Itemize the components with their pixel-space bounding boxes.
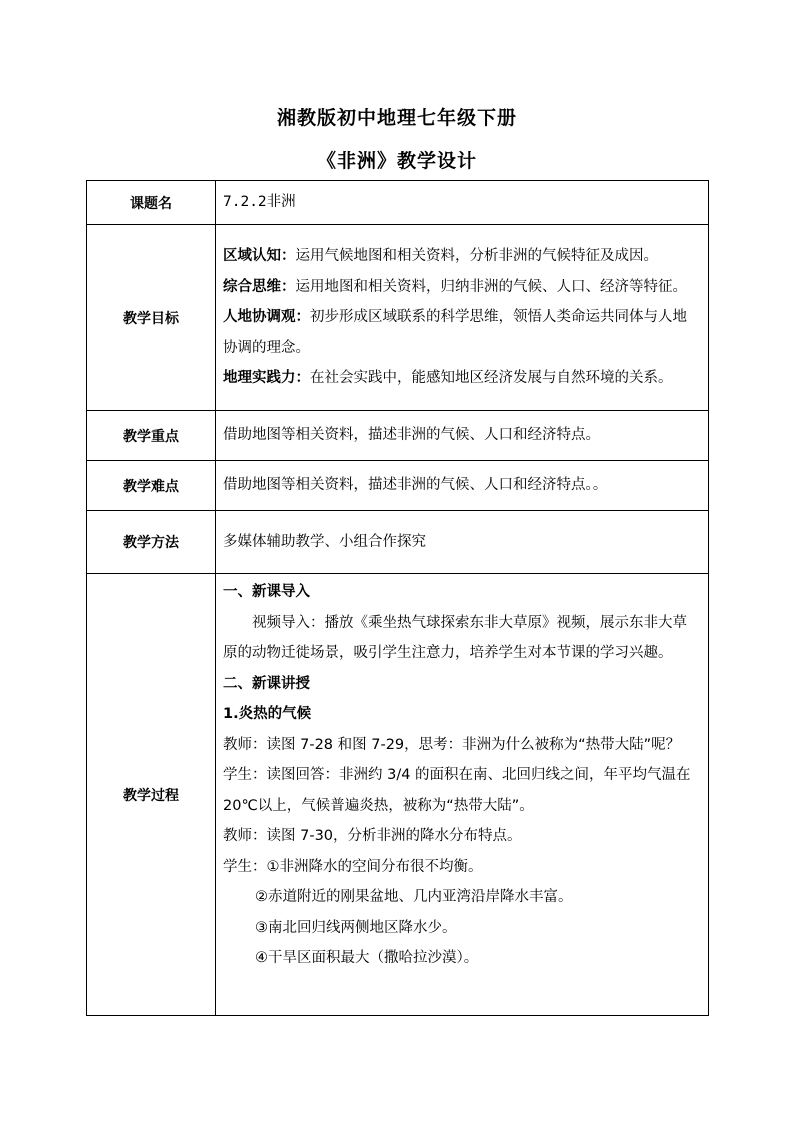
answer-line: ③南北回归线两侧地区降水少。 bbox=[255, 919, 457, 936]
goal-item bbox=[223, 241, 700, 272]
goal-item bbox=[223, 272, 700, 303]
goal-text: 运用气候地图和相关资料，分析非洲的气候特征及成因。 bbox=[295, 248, 658, 265]
dialogue-line: 教师：读图 7-28 和图 7-29，思考：非洲为什么被称为“热带大陆”呢？ bbox=[223, 736, 681, 753]
section-heading: 一、新课导入 bbox=[223, 584, 310, 600]
intro-paragraph: 视频导入：播放《乘坐热气球探索东非大草原》视频，展示东非大草原的动物迁徙场景，吸引学生注意力，培养学生对本节课的学习兴趣。 bbox=[223, 614, 687, 661]
goal-item bbox=[223, 302, 700, 363]
goal-head: 区域认知： bbox=[223, 248, 296, 265]
goal-text: 运用地图和相关资料，归纳非洲的气候、人口、经济等特征。 bbox=[295, 278, 687, 295]
label-key-points: 教学重点 bbox=[87, 411, 216, 461]
answer-line: ④干旱区面积最大（撒哈拉沙漠）。 bbox=[255, 950, 479, 966]
value-goals bbox=[216, 225, 709, 411]
row-methods bbox=[87, 511, 709, 574]
subsection-heading: 1.炎热的气候 bbox=[223, 706, 312, 722]
goal-head: 综合思维： bbox=[223, 278, 296, 295]
goal-head: 人地协调观： bbox=[223, 309, 310, 326]
row-difficulties bbox=[87, 461, 709, 511]
label-goals: 教学目标 bbox=[87, 225, 216, 411]
goal-head: 地理实践力： bbox=[223, 370, 310, 387]
label-process: 教学过程 bbox=[87, 574, 216, 1016]
goal-item bbox=[223, 363, 700, 394]
label-methods: 教学方法 bbox=[87, 511, 216, 574]
value-methods: 多媒体辅助教学、小组合作探究 bbox=[216, 511, 709, 574]
document-title: 湘教版初中地理七年级下册 bbox=[276, 107, 517, 129]
row-topic bbox=[87, 181, 709, 225]
goal-text: 在社会实践中，能感知地区经济发展与自然环境的关系。 bbox=[310, 370, 673, 387]
value-key-points: 借助地图等相关资料，描述非洲的气候、人口和经济特点。 bbox=[216, 411, 709, 461]
value-topic: 7.2.2非洲 bbox=[216, 181, 709, 225]
dialogue-line: 学生：读图回答：非洲约 3/4 的面积在南、北回归线之间，年平均气温在 20℃以上，气候普遍炎热，被称为“热带大陆”。 bbox=[223, 767, 691, 814]
row-goals bbox=[87, 225, 709, 411]
answer-line: ②赤道附近的刚果盆地、几内亚湾沿岸降水丰富。 bbox=[255, 889, 573, 905]
lesson-plan-table bbox=[86, 180, 709, 1016]
label-difficulties: 教学难点 bbox=[87, 461, 216, 511]
row-key-points bbox=[87, 411, 709, 461]
row-process bbox=[87, 574, 709, 1016]
dialogue-line: 学生：①非洲降水的空间分布很不均衡。 bbox=[223, 858, 483, 875]
goal-text: 初步形成区域联系的科学思维，领悟人类命运共同体与人地协调的理念。 bbox=[223, 309, 687, 356]
dialogue-line: 教师：读图 7-30，分析非洲的降水分布特点。 bbox=[223, 828, 522, 844]
value-process bbox=[216, 574, 709, 1016]
document-subtitle: 《非洲》教学设计 bbox=[316, 150, 477, 172]
label-topic: 课题名 bbox=[87, 181, 216, 225]
value-difficulties: 借助地图等相关资料，描述非洲的气候、人口和经济特点。。 bbox=[216, 461, 709, 511]
section-heading: 二、新课讲授 bbox=[223, 675, 310, 692]
